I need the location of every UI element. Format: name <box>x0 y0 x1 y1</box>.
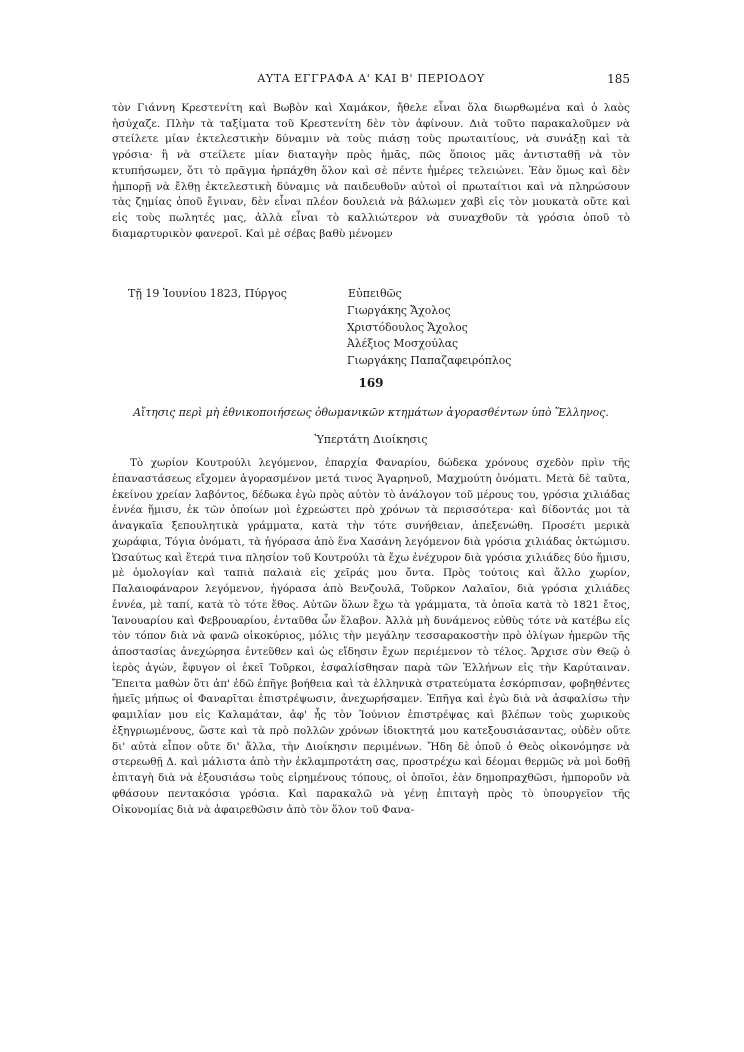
signatory: Γιωργάκης Ἄχολος <box>347 304 451 317</box>
document-title: Αἴτησις περὶ μὴ ἐθνικοποιήσεως ὀθωμανικῶν κτημάτων ἀγορασθέντων ὑπὸ Ἕλληνος. <box>133 406 609 419</box>
document-number: 169 <box>358 376 384 390</box>
signatory: Χριστόδουλος Ἄχολος <box>347 320 468 334</box>
page-number: 185 <box>607 72 630 86</box>
letter-168-closing-paragraph: τὸν Γιάννη Κρεστενίτη καὶ Βωβὸν καὶ Χαμάκον, ἤθελε εἶναι ὅλα διωρθωμένα καὶ ὁ λαὸς ἡσύχαζε. Πλὴν τὰ ταξίματα τοῦ Κρεστενίτη δὲν τὸν ἀφίνουν. Διὰ τοῦτο παρακαλοῦμεν νὰ στείλετε μίαν ἐκτελεστικὴν δύναμιν νὰ τοὺς πιάσῃ τοὺς πρωταιτίους, νὰ συνάξῃ καὶ τὰ γρόσια· ἢ νὰ στείλετε μίαν διαταγὴν πρὸς ἡμᾶς, πῶς ὅποιος μᾶς ἀντισταθῇ νὰ τὸν κτυπήσωμεν, ὅτι τὸ πρᾶγμα ἠρπάχθη ὅλον καὶ σὲ πέντε ἡμέρες τελειώνει. Ἐὰν ὅμως καὶ δὲν ἠμπορῇ νὰ ἔλθῃ ἐκτελεστικὴ δύναμις νὰ παιδευθοῦν αὐτοὶ οἱ πρωταίτιοι καὶ νὰ πληρώσουν τὰς ζημίας ὁποῦ ἔγιναν, δὲν εἶναι πλέον δουλειὰ νὰ βάλωμεν χαβὶ εἰς τὸν μουκατὰ οὔτε καὶ εἰς τοὺς πωλητές μας, ἀλλὰ εἶναι τὸ καλλιώτερον νὰ συναχθοῦν τὰ γρόσια ὁποῦ τὸ διαμαρτυρικὸν φανεροῖ. Καὶ μὲ σέβας βαθὺ μένομεν <box>112 102 630 240</box>
signatories-list <box>347 303 511 369</box>
addressee: Ὑπερτάτη Διοίκησις <box>314 433 428 446</box>
running-title: ΑΥΤΑ ΕΓΓΡΑΦΑ Α' ΚΑΙ Β' ΠΕΡΙΟΔΟΥ <box>257 72 485 85</box>
petition-body-paragraph: Τὸ χωρίον Κουτρούλι λεγόμενον, ἐπαρχία Φαναρίου, δώδεκα χρόνους σχεδὸν πρὶν τῆς ἐπαναστάσεως εἴχομεν ἀγορασμένον μετά τινος Ἀγαρηνοῦ, Μαχμούτη ὀνόματι. Μετὰ δὲ ταῦτα, ἐκείνου χρείαν λαβόντος, δέδωκα ἐγὼ πρὸς αὐτὸν τὸ ἀνάλογον τοῦ μέρους του, γρόσια χιλιάδας ἐννέα ἥμισυ, ἐκ τῶν ὁποίων μοὶ ἐχρεώστει πρὸ χρόνων τὰ περισσότερα· καὶ δίδοντάς μοι τὰ ἀναγκαῖα ξεπουλητικὰ γράμματα, κατὰ τὴν τότε συνήθειαν, ἀπεξενώθη. Προσέτι μερικὰ χωράφια, Τόγια ὀνόματι, τὰ ἠγόρασα ἀπὸ ἕνα Χασάνη λεγόμενον διὰ γρόσια χιλιάδας ὀκτώμισυ. Ὡσαύτως καὶ ἕτερά τινα πλησίον τοῦ Κουτρούλι τὰ ἔχω ἐνέχυρον διὰ γρόσια χιλιάδες δύο ἥμισυ, μὲ ὁμολογίαν καὶ ταπιὰ παλαιὰ εἰς χεῖράς μου ὄντα. Πρὸς τούτοις καὶ ἄλλο χωρίον, Παλαιοφάναρον λεγόμενον, ἠγόρασα ἀπὸ Βενζουλᾶ, Τοῦρκον Λαλαῖον, διὰ γρόσια χιλιάδες ἐννέα, μὲ ταπί, κατὰ τὸ τότε ἔθος. Αὐτῶν ὅλων ἔχω τὰ γράμματα, τὰ ὁποῖα κατὰ τὸ 1821 ἔτος, Ἰανουαρίου καὶ Φεβρουαρίου, ἐνταῦθα ὦν ἔλαβον. Ἀλλὰ μὴ δυνάμενος εὐθὺς τότε νὰ κατέβω εἰς τὸν τόπον διὰ νὰ φανῶ οἰκοκύριος, μόλις τὴν μεγάλην τεσσαρακοστὴν πρὸ ὀλίγων ἡμερῶν τῆς ἀποστασίας ἀνεχώρησα ἐντεῦθεν καὶ ὡς εἴδησιν ἔχων περιέμενον τὸ τέλος. Ἄρχισε σὺν Θεῷ ὁ ἱερὸς ἀγών, ἔφυγον οἱ ἐκεῖ Τοῦρκοι, ἐσφαλίσθησαν παρὰ τῶν Ἑλλήνων εἰς τὴν Καρύταιναν. Ἔπειτα μαθὼν ὅτι ἀπ' ἐδῶ ἐπῆγε βοήθεια καὶ τὰ ἑλληνικὰ στρατεύματα ἐσκόρπισαν, φοβηθέντες ἡμεῖς μήπως οἱ Φαναρῖται ἐπιστρέψωσιν, ἀνεχωρήσαμεν. Ἐπῆγα καὶ ἐγὼ διὰ νὰ ἀσφαλίσω τὴν φαμιλίαν μου εἰς Καλαμάταν, ἀφ' ἧς τὸν Ἰούνιον ἐπιστρέψας καὶ βλέπων τοὺς χωρικοὺς ἐξηγριωμένους, ὥστε καὶ τὰ πρὸ πολλῶν χρόνων ἰδιοκτητά μου κατεξουσιάσαντας, οὐδὲν οὔτε δι' αὐτὰ εἶπον οὔτε δι' ἄλλα, τὴν Διοίκησιν περιμένων. Ἤδη δὲ ὁποῦ ὁ Θεὸς οἰκονόμησε νὰ στερεωθῇ Δ. καὶ μάλιστα ἀπὸ τὴν ἐκλαμπροτάτη σας, προστρέχω καὶ δέομαι θερμῶς νὰ μοὶ δοθῇ ἐπιταγὴ διὰ νὰ ἐξουσιάσω τοὺς εἰρημένους τόπους, οἱ ὁποῖοι, ἐὰν δημοπραχθῶσι, ἠμποροῦν νὰ φθάσουν πεντακόσια γρόσια. Καὶ παρακαλῶ νὰ γένῃ ἐπιταγὴ πρὸς τὸ ὑπουργεῖον τῆς Οἰκονομίας διὰ νὰ ἀφαιρεθῶσιν ἀπὸ τὸν ὅλον τοῦ Φανα- <box>112 457 630 816</box>
signatory: Ἀλέξιος Μοσχούλας <box>347 337 459 350</box>
running-header <box>112 72 630 92</box>
signatory: Γιωργάκης Παπαζαφειρόπλος <box>347 353 512 367</box>
closing-salutation: Εὐπειθῶς <box>348 287 402 300</box>
date-place: Τῇ 19 Ἰουνίου 1823, Πύργος <box>128 287 287 300</box>
